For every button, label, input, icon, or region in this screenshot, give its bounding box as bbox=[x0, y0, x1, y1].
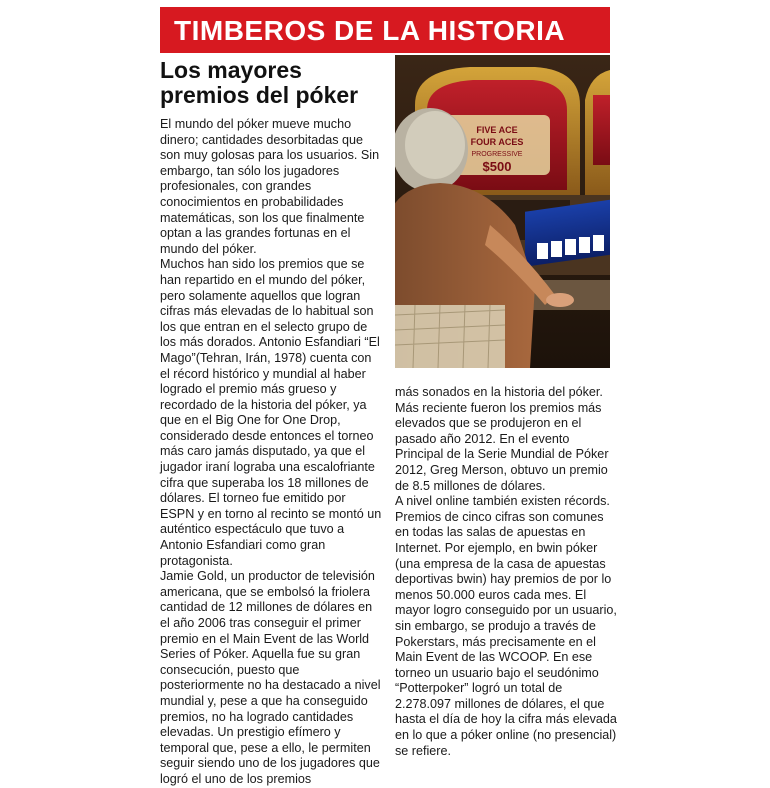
machine-label: FIVE ACE bbox=[476, 125, 518, 135]
paragraph: más sonados en la historia del póker. Más reciente fueron los premios más elevados que se produjeron en el pasado año 2012. En el evento Principal de la Serie Mundial de Póker 2012, Greg Merson, obtuvo un premio de 8.5 millones de dólares. bbox=[395, 385, 609, 493]
paragraph: A nivel online también existen récords. Premios de cinco cifras son comunes en todas las salas de apuestas en Internet. Por ejemplo, en bwin póker (una empresa de la casa de apuestas deportivas bwin) hay premios de por lo menos 50.000 euros cada mes. El mayor logro conseguido por un usuario, sin embargo, se produjo a través de Pokerstars, más precisamente en el Main Event de las WCOOP. En ese torneo un usuario bajo el seudónimo “Potterpoker” logró un total de 2.278.097 millones de dólares, el que hasta el día de hoy la cifra más elevada en lo que a póker online (no presencial) se refiere. bbox=[395, 494, 617, 758]
article-column-1 bbox=[160, 117, 382, 788]
paragraph: Muchos han sido los premios que se han repartido en el mundo del póker, pero solamente aquellos que logran cifras más elevadas de lo habitual son los que entran en el selecto grupo de los más dorados. Antonio Esfandiari “El Mago”(Tehran, Irán, 1978) cuenta con el récord histórico y mundial al haber logrado el premio más grueso y recordado de la historia del póker, ya que en el Big One for One Drop, considerado desde entonces el torneo más caro jamás disputado, ya que el jugador iraní lograba una escalofriante cifra que superaba los 18 millones de dólares. El torneo fue emitido por ESPN y en torno al recinto se montó un auténtico espectáculo que tuvo a Antonio Esfandiari como gran protagonista. bbox=[160, 257, 382, 568]
paragraph: Jamie Gold, un productor de televisión americana, que se embolsó la friolera cantidad de 12 millones de dólares en el año 2006 tras conseguir el primer premio en el Main Event de las World Series of Póker. Aquella fue su gran consecución, puesto que posteriormente no ha destacado a nivel mundial y, pese a que ha conseguido premios, no ha logrado cantidades elevadas. Un prestigio efímero y temporal que, pese a ello, le permiten seguir siendo uno de los jugadores que logró el uno de los premios bbox=[160, 569, 381, 786]
paragraph: El mundo del póker mueve mucho dinero; cantidades desorbitadas que son muy golosas para los usuarios. Sin embargo, tan sólo los jugadores profesionales, con grandes conocimientos en probabilidades matemáticas, son los que finalmente optan a las grandes fortunas en el mundo del póker. bbox=[160, 117, 380, 256]
section-banner bbox=[160, 7, 610, 53]
slot-machine-photo bbox=[395, 55, 610, 368]
section-title: TIMBEROS DE LA HISTORIA bbox=[174, 15, 566, 46]
machine-label: FOUR ACES bbox=[470, 137, 524, 147]
article-column-2 bbox=[395, 385, 617, 759]
machine-label: PROGRESSIVE bbox=[471, 151, 523, 158]
article-headline: Los mayores premios del póker bbox=[160, 57, 359, 108]
machine-amount: $500 bbox=[482, 159, 512, 174]
